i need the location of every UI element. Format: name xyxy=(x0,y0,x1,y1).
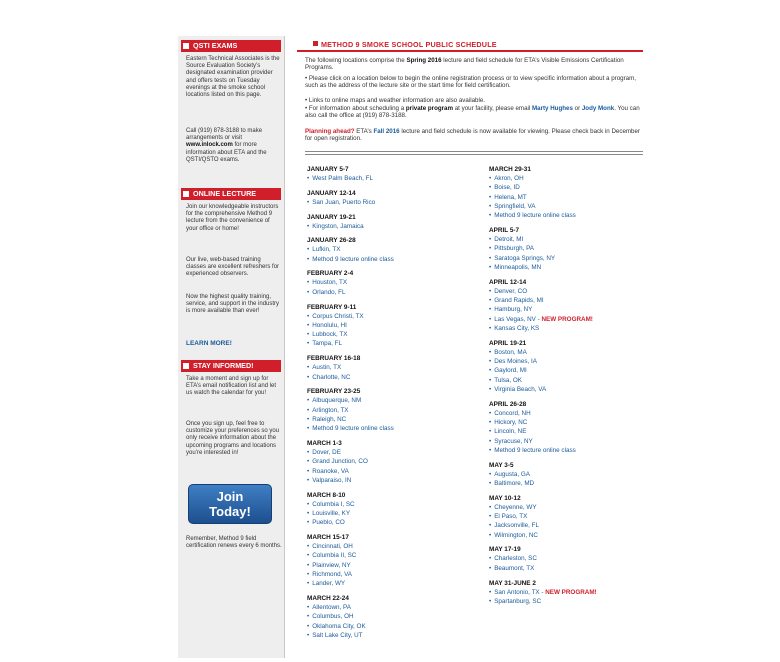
schedule-date: MARCH 8-10 xyxy=(307,491,346,499)
schedule-location-link[interactable] xyxy=(307,424,477,433)
schedule-group xyxy=(489,166,659,220)
location-label: Grand Junction, CO xyxy=(312,458,368,466)
schedule-location-link[interactable] xyxy=(489,254,659,263)
bullet-icon: • xyxy=(307,613,310,621)
bullet-icon: • xyxy=(307,415,310,423)
page-title: METHOD 9 SMOKE SCHOOL PUBLIC SCHEDULE xyxy=(321,40,497,49)
location-label: Minneapolis, MN xyxy=(494,263,542,271)
schedule-date: APRIL 12-14 xyxy=(489,278,527,286)
location-label: Boston, MA xyxy=(494,348,527,356)
join-today-button[interactable] xyxy=(188,484,272,524)
sidebar xyxy=(178,36,285,658)
location-label: Jacksonville, FL xyxy=(494,522,540,530)
bullet-icon: • xyxy=(489,446,492,454)
schedule-location-link[interactable] xyxy=(307,222,477,231)
schedule-location-link[interactable] xyxy=(307,198,477,207)
schedule-location-link[interactable] xyxy=(307,542,477,551)
stay-informed-customize: Once you sign up, feel free to customize your preferences so you only receive information about the upcoming programs and locations you’re interested in! xyxy=(186,421,280,456)
schedule-group xyxy=(307,388,477,433)
bullet-icon: • xyxy=(489,348,492,356)
schedule-date: MARCH 15-17 xyxy=(307,534,349,542)
divider-bottom xyxy=(305,154,643,155)
schedule-group xyxy=(307,270,477,297)
schedule-location-link[interactable] xyxy=(489,479,659,488)
location-label: Oklahoma City, OK xyxy=(312,622,366,630)
location-label: Gaylord, MI xyxy=(494,367,527,375)
bullet-icon: • xyxy=(307,458,310,466)
bullet-icon: • xyxy=(307,321,310,329)
bullet-icon: • xyxy=(307,519,310,527)
schedule-date: JANUARY 26-28 xyxy=(307,237,356,245)
schedule-location-link[interactable] xyxy=(307,631,477,640)
schedule-location-link[interactable] xyxy=(307,579,477,588)
schedule-location-link[interactable] xyxy=(489,235,659,244)
schedule-location-link[interactable] xyxy=(307,330,477,339)
bullet-icon: • xyxy=(489,254,492,262)
bullet-icon: • xyxy=(307,397,310,405)
schedule-group xyxy=(489,546,659,573)
schedule-group xyxy=(307,534,477,588)
schedule-date: FEBRUARY 23-25 xyxy=(307,388,361,396)
bullet-icon: • xyxy=(489,315,492,323)
schedule-group xyxy=(489,340,659,394)
schedule-date: MAY 3-5 xyxy=(489,461,514,469)
schedule-date: JANUARY 19-21 xyxy=(307,213,356,221)
schedule-location-link[interactable] xyxy=(307,518,477,527)
bullet-icon: • xyxy=(307,312,310,320)
qsti-exams-heading: QSTI EXAMS xyxy=(181,40,281,52)
location-label: Albuquerque, NM xyxy=(312,397,362,405)
bullet-icon: • xyxy=(489,409,492,417)
schedule-location-link[interactable] xyxy=(489,183,659,192)
divider-top xyxy=(305,151,643,152)
schedule-location-link[interactable] xyxy=(489,427,659,436)
schedule-group xyxy=(307,214,477,231)
location-label: Hamburg, NY xyxy=(494,306,533,314)
schedule-location-link[interactable] xyxy=(489,348,659,357)
schedule-group xyxy=(307,440,477,485)
bullet-icon: • xyxy=(489,418,492,426)
schedule-group xyxy=(489,495,659,540)
jody-monk-link[interactable]: Jody Monk xyxy=(581,104,615,112)
location-label: Beaumont, TX xyxy=(494,564,535,572)
bullet-icon: • xyxy=(489,597,492,605)
bullet-icon: • xyxy=(307,175,310,182)
bullet-icon: • xyxy=(489,357,492,365)
bullet-icon: • xyxy=(307,561,310,569)
location-label: Helena, MT xyxy=(494,193,527,201)
schedule-column-right xyxy=(489,166,659,613)
schedule-location-link[interactable] xyxy=(307,476,477,485)
schedule-location-link[interactable] xyxy=(489,437,659,446)
bullet-icon: • xyxy=(307,222,310,230)
location-label: Charlotte, NC xyxy=(312,373,351,381)
bullet-icon: • xyxy=(307,571,310,579)
schedule-location-link[interactable] xyxy=(307,622,477,631)
location-label: Plainview, NY xyxy=(312,561,351,569)
schedule-group xyxy=(307,190,477,207)
location-label: Wilmington, NC xyxy=(494,531,538,539)
schedule-location-link[interactable] xyxy=(307,570,477,579)
location-label: Spartanburg, SC xyxy=(494,597,542,605)
bullet-icon: • xyxy=(489,212,492,220)
location-label: Dover, DE xyxy=(312,449,341,457)
location-label: Pittsburgh, PA xyxy=(494,245,535,253)
schedule-group xyxy=(307,166,477,183)
schedule-date: MARCH 22-24 xyxy=(307,595,349,603)
schedule-location-link[interactable] xyxy=(307,288,477,297)
location-label: Denver, CO xyxy=(494,287,528,295)
location-label: Augusta, GA xyxy=(494,470,530,478)
location-label: Kingston, Jamaica xyxy=(312,222,364,230)
schedule-date: MAY 17-19 xyxy=(489,546,521,554)
schedule-date: MAY 10-12 xyxy=(489,494,521,502)
schedule-location-link[interactable] xyxy=(489,193,659,202)
location-label: Austin, TX xyxy=(312,364,342,372)
location-label: Boise, ID xyxy=(494,184,520,192)
bullet-icon: • xyxy=(489,428,492,436)
schedule-date: JANUARY 12-14 xyxy=(307,189,356,197)
square-bullet-icon xyxy=(183,363,189,369)
bullet-icon: • xyxy=(489,503,492,511)
schedule-group xyxy=(489,227,659,272)
new-program-separator: - xyxy=(535,315,542,323)
bullet-icon: • xyxy=(307,500,310,508)
location-label: Saratoga Springs, NY xyxy=(494,254,556,262)
schedule-location-link[interactable] xyxy=(489,385,659,394)
bullet-icon: • xyxy=(307,476,310,484)
schedule-group xyxy=(307,492,477,528)
location-label: Cincinnati, OH xyxy=(312,543,353,551)
marty-hughes-link[interactable]: Marty Hughes xyxy=(531,104,573,112)
bullet-icon: • xyxy=(307,467,310,475)
location-label: Lufkin, TX xyxy=(312,246,341,254)
location-label: Method 9 lecture online class xyxy=(312,255,394,263)
qsti-contact: Call (919) 878-3188 to make arrangements or visit www.inlock.com for more information about ETA and the QSTI/QSTO exams. xyxy=(186,128,267,163)
schedule-location-link[interactable] xyxy=(489,554,659,563)
bullet-icon: • xyxy=(307,632,310,639)
stay-informed-heading: STAY INFORMED! xyxy=(181,360,281,372)
schedule-heading xyxy=(297,40,643,52)
bullet-icon: • xyxy=(489,235,492,243)
schedule-location-link[interactable] xyxy=(307,312,477,321)
new-program-separator: - xyxy=(539,588,546,596)
online-lecture-heading: ONLINE LECTURE xyxy=(181,188,281,200)
schedule-location-link[interactable] xyxy=(307,245,477,254)
schedule-group xyxy=(489,580,659,607)
schedule-location-link[interactable] xyxy=(307,551,477,560)
bullet-icon: • xyxy=(489,588,492,596)
schedule-date: JANUARY 5-7 xyxy=(307,166,349,173)
bullet-icon: • xyxy=(307,552,310,560)
location-label: Charleston, SC xyxy=(494,555,537,563)
schedule-location-link[interactable] xyxy=(489,503,659,512)
location-label: Springfield, VA xyxy=(494,202,536,210)
schedule-date: MAY 31-JUNE 2 xyxy=(489,579,536,587)
bullet-icon: • xyxy=(307,255,310,263)
bullet-icon: • xyxy=(489,306,492,314)
inlock-link[interactable]: www.inlock.com xyxy=(186,142,233,149)
online-lecture-intro: Join our knowledgeable instructors for the comprehensive Method 9 lecture from the convenience of your office or home! xyxy=(186,204,279,232)
bullet-icon: • xyxy=(307,580,310,588)
schedule-location-link[interactable] xyxy=(307,612,477,621)
location-label: Method 9 lecture online class xyxy=(494,212,576,220)
location-label: Raleigh, NC xyxy=(312,415,347,423)
location-label: Columbia II, SC xyxy=(312,552,357,560)
schedule-location-link[interactable] xyxy=(307,467,477,476)
stay-informed-intro: Take a moment and sign up for ETA’s email notification list and let us watch the calendar for you! xyxy=(186,376,277,397)
schedule-location-link[interactable] xyxy=(489,263,659,272)
schedule-group xyxy=(489,462,659,489)
schedule-location-link[interactable] xyxy=(307,278,477,287)
schedule-location-link[interactable] xyxy=(489,244,659,253)
bullet-icon: • xyxy=(489,184,492,192)
location-label: Honolulu, HI xyxy=(312,321,347,329)
schedule-date: FEBRUARY 2-4 xyxy=(307,270,354,278)
location-label: Pueblo, CO xyxy=(312,519,345,527)
bullet-icon: • xyxy=(307,622,310,630)
location-label: West Palm Beach, FL xyxy=(312,175,373,182)
location-label: Des Moines, IA xyxy=(494,357,537,365)
bullet-icon: • xyxy=(489,193,492,201)
schedule-location-link[interactable] xyxy=(489,296,659,305)
bullet-icon: • xyxy=(489,367,492,375)
join-today-line1: Join xyxy=(216,489,244,504)
schedule-location-link[interactable] xyxy=(307,406,477,415)
schedule-location-link[interactable] xyxy=(489,211,659,220)
intro-bullet-links: • Links to online maps and weather information are also available. xyxy=(305,97,485,104)
bullet-icon: • xyxy=(489,437,492,445)
bullet-icon: • xyxy=(307,543,310,551)
schedule-location-link[interactable] xyxy=(307,339,477,348)
online-lecture-quality: Now the highest quality training, service, and support in the industry is more available than ever! xyxy=(186,294,280,315)
intro-paragraph: The following locations comprise the Spring 2016 lecture and field schedule for ETA’s Visible Emissions Certification Programs. xyxy=(305,57,624,72)
schedule-date: MARCH 29-31 xyxy=(489,166,531,173)
location-label: Las Vegas, NV xyxy=(494,315,536,323)
bullet-icon: • xyxy=(307,510,310,518)
location-label: Virginia Beach, VA xyxy=(494,385,547,393)
location-label: Columbia I, SC xyxy=(312,500,355,508)
schedule-group xyxy=(307,595,477,640)
schedule-date: APRIL 5-7 xyxy=(489,226,520,234)
location-label: Tulsa, OK xyxy=(494,376,522,384)
certification-renewal-note: Remember, Method 9 field certification renews every 6 months. xyxy=(186,536,282,550)
bullet-icon: • xyxy=(307,425,310,433)
location-label: Baltimore, MD xyxy=(494,479,535,487)
schedule-location-link[interactable] xyxy=(307,500,477,509)
location-label: Concord, NH xyxy=(494,409,531,417)
planning-ahead-paragraph: Planning ahead? ETA’s Fall 2016 lecture and field schedule is now available for viewing. Please check back in December for open registration. xyxy=(305,128,641,143)
schedule-location-link[interactable] xyxy=(489,324,659,333)
new-program-badge: NEW PROGRAM! xyxy=(541,315,593,323)
schedule-location-link[interactable] xyxy=(489,202,659,211)
schedule-location-link[interactable] xyxy=(307,255,477,264)
location-label: Salt Lake City, UT xyxy=(312,632,363,639)
location-label: Roanoke, VA xyxy=(312,467,349,475)
learn-more-link[interactable]: LEARN MORE! xyxy=(186,340,232,347)
qsti-description: Eastern Technical Associates is the Source Evaluation Society’s designated examination provider and offers tests on Tuesday evenings at the smoke school locations listed on this page. xyxy=(186,56,280,99)
location-label: Syracuse, NY xyxy=(494,437,533,445)
schedule-date: APRIL 19-21 xyxy=(489,339,527,347)
bullet-icon: • xyxy=(489,287,492,295)
bullet-icon: • xyxy=(489,479,492,487)
schedule-location-link[interactable] xyxy=(307,561,477,570)
location-label: Valparaiso, IN xyxy=(312,476,352,484)
location-label: Hickory, NC xyxy=(494,418,528,426)
location-label: Corpus Christi, TX xyxy=(312,312,364,320)
square-bullet-icon xyxy=(183,191,189,197)
schedule-location-link[interactable] xyxy=(307,457,477,466)
location-label: Columbus, OH xyxy=(312,613,354,621)
schedule-location-link[interactable] xyxy=(489,597,659,606)
schedule-location-link[interactable] xyxy=(489,512,659,521)
fall-2016-link[interactable]: Fall 2016 xyxy=(373,128,400,135)
schedule-location-link[interactable] xyxy=(489,470,659,479)
schedule-column-left xyxy=(307,166,477,647)
schedule-location-link[interactable] xyxy=(307,321,477,330)
join-today-line2: Today! xyxy=(209,504,251,519)
schedule-location-link[interactable] xyxy=(489,446,659,455)
schedule-location-link[interactable] xyxy=(307,363,477,372)
bullet-icon: • xyxy=(307,449,310,457)
schedule-location-link[interactable] xyxy=(307,448,477,457)
schedule-location-link[interactable] xyxy=(307,509,477,518)
intro-bullet-private: • For information about scheduling a private program at your facility, please email Marty Hughes or Jody Monk. You can also call the office at (919) 878-3188. xyxy=(305,104,640,119)
location-label: Richmond, VA xyxy=(312,571,352,579)
location-label: Kansas City, KS xyxy=(494,324,540,332)
new-program-badge: NEW PROGRAM! xyxy=(545,588,597,596)
location-label: Louisville, KY xyxy=(312,510,351,518)
schedule-group xyxy=(489,279,659,333)
schedule-location-link[interactable] xyxy=(307,396,477,405)
schedule-location-link[interactable] xyxy=(489,174,659,183)
schedule-location-link[interactable] xyxy=(489,588,659,597)
schedule-group xyxy=(489,401,659,455)
bullet-icon: • xyxy=(307,406,310,414)
bullet-icon: • xyxy=(307,373,310,381)
location-label: Arlington, TX xyxy=(312,406,349,414)
location-label: San Juan, Puerto Rico xyxy=(312,198,376,206)
schedule-location-link[interactable] xyxy=(307,603,477,612)
schedule-date: APRIL 26-28 xyxy=(489,400,527,408)
location-label: Grand Rapids, MI xyxy=(494,296,544,304)
location-label: Houston, TX xyxy=(312,279,348,287)
schedule-location-link[interactable] xyxy=(489,409,659,418)
location-label: Allentown, PA xyxy=(312,604,351,612)
location-label: Cheyenne, WY xyxy=(494,503,537,511)
bullet-icon: • xyxy=(489,513,492,521)
bullet-icon: • xyxy=(489,376,492,384)
schedule-location-link[interactable] xyxy=(489,357,659,366)
schedule-group xyxy=(307,304,477,349)
bullet-icon: • xyxy=(489,263,492,271)
online-lecture-refresher: Our live, web-based training classes are excellent refreshers for experienced observers. xyxy=(186,257,280,278)
location-label: El Paso, TX xyxy=(494,513,528,521)
bullet-icon: • xyxy=(489,245,492,253)
bullet-icon: • xyxy=(307,246,310,254)
schedule-date: MARCH 1-3 xyxy=(307,440,342,448)
bullet-icon: • xyxy=(489,531,492,539)
bullet-icon: • xyxy=(489,324,492,332)
schedule-group xyxy=(307,237,477,264)
schedule-location-link[interactable] xyxy=(489,305,659,314)
schedule-location-link[interactable] xyxy=(307,373,477,382)
location-label: Method 9 lecture online class xyxy=(312,425,394,433)
bullet-icon: • xyxy=(489,296,492,304)
square-bullet-icon xyxy=(183,43,189,49)
location-label: Lander, WY xyxy=(312,580,346,588)
schedule-location-link[interactable] xyxy=(489,564,659,573)
location-label: Akron, OH xyxy=(494,175,524,182)
bullet-icon: • xyxy=(307,279,310,287)
location-label: San Antonio, TX xyxy=(494,588,540,596)
location-label: Lubbock, TX xyxy=(312,331,348,339)
schedule-group xyxy=(307,355,477,382)
bullet-icon: • xyxy=(489,522,492,530)
schedule-location-link[interactable] xyxy=(489,521,659,530)
schedule-date: FEBRUARY 9-11 xyxy=(307,303,357,311)
schedule-location-link[interactable] xyxy=(489,418,659,427)
bullet-icon: • xyxy=(489,564,492,572)
schedule-location-link[interactable] xyxy=(489,531,659,540)
location-label: Orlando, FL xyxy=(312,288,346,296)
bullet-icon: • xyxy=(307,198,310,206)
bullet-icon: • xyxy=(307,364,310,372)
bullet-icon: • xyxy=(489,202,492,210)
schedule-location-link[interactable] xyxy=(307,174,477,183)
schedule-location-link[interactable] xyxy=(489,376,659,385)
schedule-location-link[interactable] xyxy=(489,366,659,375)
schedule-location-link[interactable] xyxy=(489,315,659,324)
schedule-location-link[interactable] xyxy=(307,415,477,424)
location-label: Tampa, FL xyxy=(312,340,342,348)
bullet-icon: • xyxy=(489,555,492,563)
schedule-date: FEBRUARY 16-18 xyxy=(307,355,361,363)
bullet-icon: • xyxy=(489,385,492,393)
bullet-icon: • xyxy=(307,288,310,296)
location-label: Detroit, MI xyxy=(494,235,524,243)
bullet-icon: • xyxy=(307,331,310,339)
schedule-location-link[interactable] xyxy=(489,287,659,296)
bullet-icon: • xyxy=(307,340,310,348)
bullet-icon: • xyxy=(489,470,492,478)
location-label: Method 9 lecture online class xyxy=(494,446,576,454)
square-bullet-icon xyxy=(313,41,318,46)
location-label: Lincoln, NE xyxy=(494,428,527,436)
intro-bullet-register: • Please click on a location below to begin the online registration process or to view specific information about a program, such as the address of the lecture site or the start time for field certification. xyxy=(305,75,636,90)
bullet-icon: • xyxy=(489,175,492,182)
bullet-icon: • xyxy=(307,604,310,612)
